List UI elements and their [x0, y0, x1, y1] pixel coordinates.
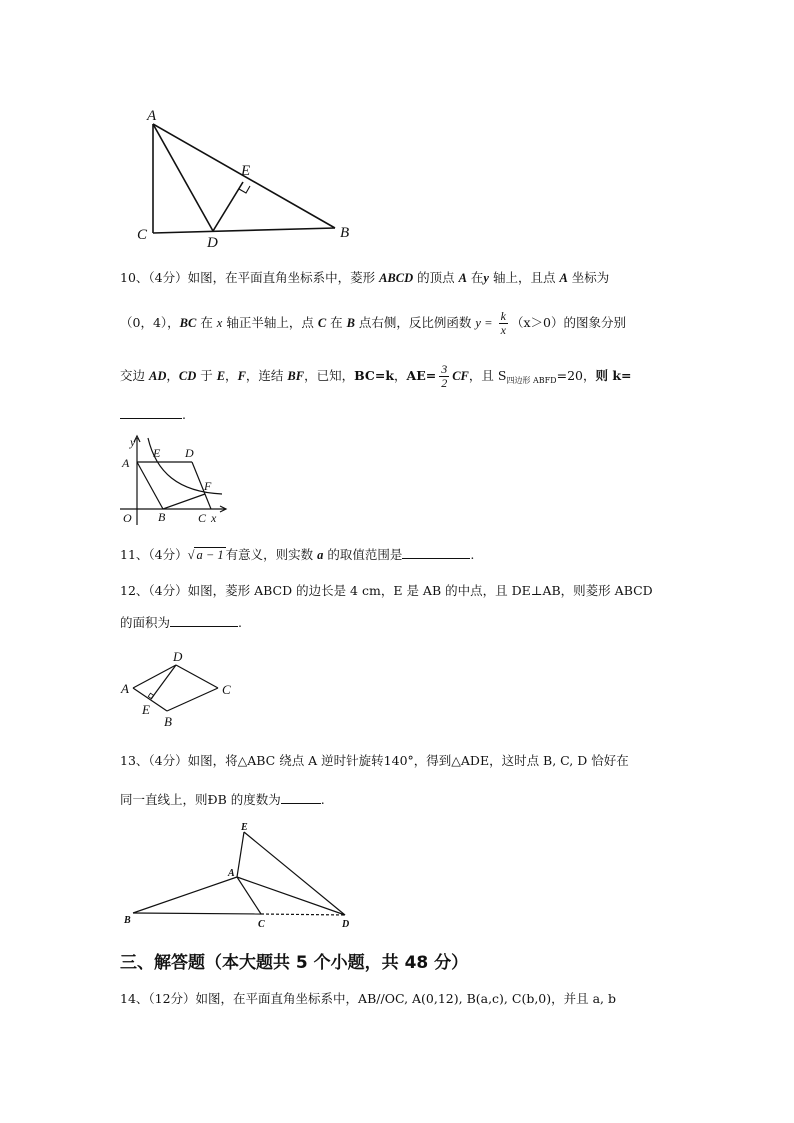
figure-rhombus-abcd	[118, 648, 238, 730]
fig1-label-b: B	[340, 225, 350, 241]
figure-rotation	[120, 820, 360, 932]
answer-blank-q11[interactable]	[402, 546, 470, 559]
fraction-k-over-x: $\frac{k}{x}$	[500, 309, 506, 337]
q10-line-4: .	[120, 406, 186, 423]
sqrt-expression: √ a − 1	[187, 548, 224, 562]
fig2-label-o: O	[123, 511, 132, 525]
answer-blank-q10[interactable]	[120, 406, 182, 419]
fig2-label-x: x	[211, 511, 217, 525]
q10-line-1: 10、（4分）如图，在平面直角坐标系中，菱形 ABCD 的顶点 A 在y 轴上，且点 A 坐标为	[120, 270, 610, 285]
fraction-3-over-2: $\frac{3}{2}$	[441, 362, 448, 390]
fig3-label-a: A	[121, 681, 129, 696]
fig4-label-c: C	[258, 919, 265, 930]
q13-line-2: 同一直线上，则ÐB 的度数为 .	[120, 792, 325, 807]
fig2-label-e: E	[153, 446, 161, 460]
fig4-label-a: A	[228, 868, 235, 879]
fig2-label-b: B	[158, 510, 166, 524]
q13-line-1: 13、（4分）如图，将△ABC 绕点 A 逆时针旋转140°，得到△ADE，这时点 B, C, D 恰好在	[120, 753, 629, 768]
fig1-label-e: E	[241, 163, 251, 179]
q12-line-2: 的面积为 .	[120, 615, 242, 630]
fig1-label-a: A	[147, 108, 157, 124]
q14-line-1: 14、（12分）如图，在平面直角坐标系中，AB//OC, A(0,12), B(a,c), C(b,0)，并且 a, b	[120, 991, 617, 1006]
section-heading: 三、解答题（本大题共 5 个小题，共 48 分）	[120, 953, 469, 973]
fig3-label-b: B	[164, 714, 172, 729]
fig4-label-d: D	[342, 919, 350, 930]
q10-line-3: 交边 AD，CD 于 E，F，连结 BF，已知，BC=k，AE= $\frac{3}{2}$ CF，且 $S_{四边形 ABFD}=20$，则 k=	[120, 362, 632, 390]
fig3-label-c: C	[222, 682, 231, 697]
fig1-label-d: D	[207, 235, 218, 250]
figure-coordinate-rhombus	[118, 432, 230, 527]
fig2-label-c: C	[198, 511, 207, 525]
q11-line: 11、（4分）√ a − 1 有意义，则实数 a 的取值范围是 .	[120, 547, 475, 562]
answer-blank-q13[interactable]	[281, 791, 321, 804]
q10-line-2: （0，4），BC 在 x 轴正半轴上，点 C 在 B 点右侧，反比例函数 y = $\frac{k}{x}$ （x＞0）的图象分别	[120, 309, 626, 337]
answer-blank-q12[interactable]	[170, 614, 238, 627]
fig4-label-b: B	[124, 915, 131, 926]
fig3-label-e: E	[142, 702, 150, 717]
figure-triangle-abc	[130, 100, 360, 250]
fig3-label-d: D	[173, 649, 183, 664]
fig2-label-d: D	[185, 446, 194, 460]
fig2-label-y: y	[130, 435, 136, 449]
fig2-label-f: F	[204, 479, 212, 493]
fig1-label-c: C	[137, 227, 148, 243]
q12-line-1: 12、（4分）如图，菱形 ABCD 的边长是 4 cm，E 是 AB 的中点，且 DE⊥AB，则菱形 ABCD	[120, 583, 653, 598]
fig4-label-e: E	[241, 822, 248, 833]
fig2-label-a: A	[122, 456, 130, 470]
